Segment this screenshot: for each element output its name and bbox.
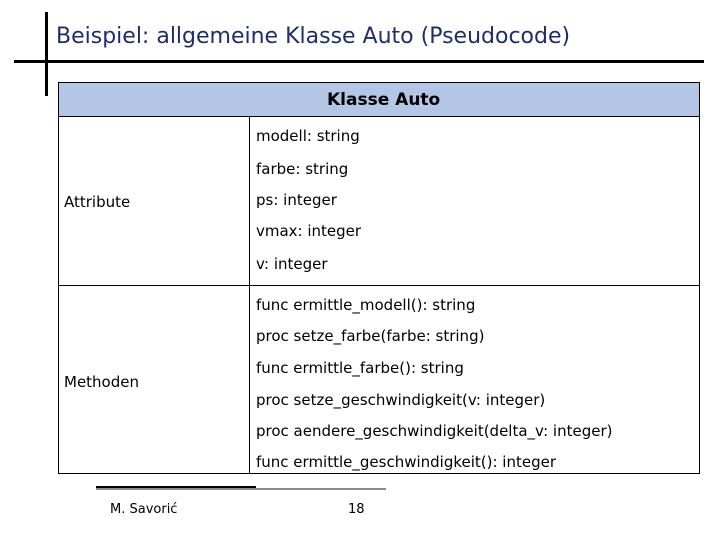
page-number: 18	[348, 502, 365, 517]
attribute-item: modell: string	[256, 127, 360, 145]
decor-vertical-line	[45, 12, 48, 96]
footer-divider-dark	[96, 486, 256, 488]
slide-title: Beispiel: allgemeine Klasse Auto (Pseudocode)	[56, 24, 571, 49]
method-item: func ermittle_modell(): string	[256, 296, 476, 314]
attributes-label: Attribute	[64, 193, 131, 211]
method-item: func ermittle_geschwindigkeit(): integer	[256, 453, 557, 471]
class-name: Klasse Auto	[327, 90, 441, 110]
class-table	[58, 82, 700, 474]
attribute-item: ps: integer	[256, 191, 337, 209]
attribute-item: vmax: integer	[256, 222, 362, 240]
footer-author: M. Savorić	[110, 502, 178, 517]
method-item: proc aendere_geschwindigkeit(delta_v: integer)	[256, 422, 613, 440]
method-item: func ermittle_farbe(): string	[256, 359, 464, 377]
attribute-item: v: integer	[256, 255, 328, 273]
class-table-header	[59, 83, 699, 117]
decor-horizontal-line	[14, 60, 704, 63]
table-row-divider	[59, 285, 699, 286]
footer-divider-line	[96, 488, 386, 490]
method-item: proc setze_geschwindigkeit(v: integer)	[256, 391, 546, 409]
table-column-divider	[249, 117, 250, 474]
attribute-item: farbe: string	[256, 160, 349, 178]
methods-label: Methoden	[64, 373, 139, 391]
method-item: proc setze_farbe(farbe: string)	[256, 327, 485, 345]
